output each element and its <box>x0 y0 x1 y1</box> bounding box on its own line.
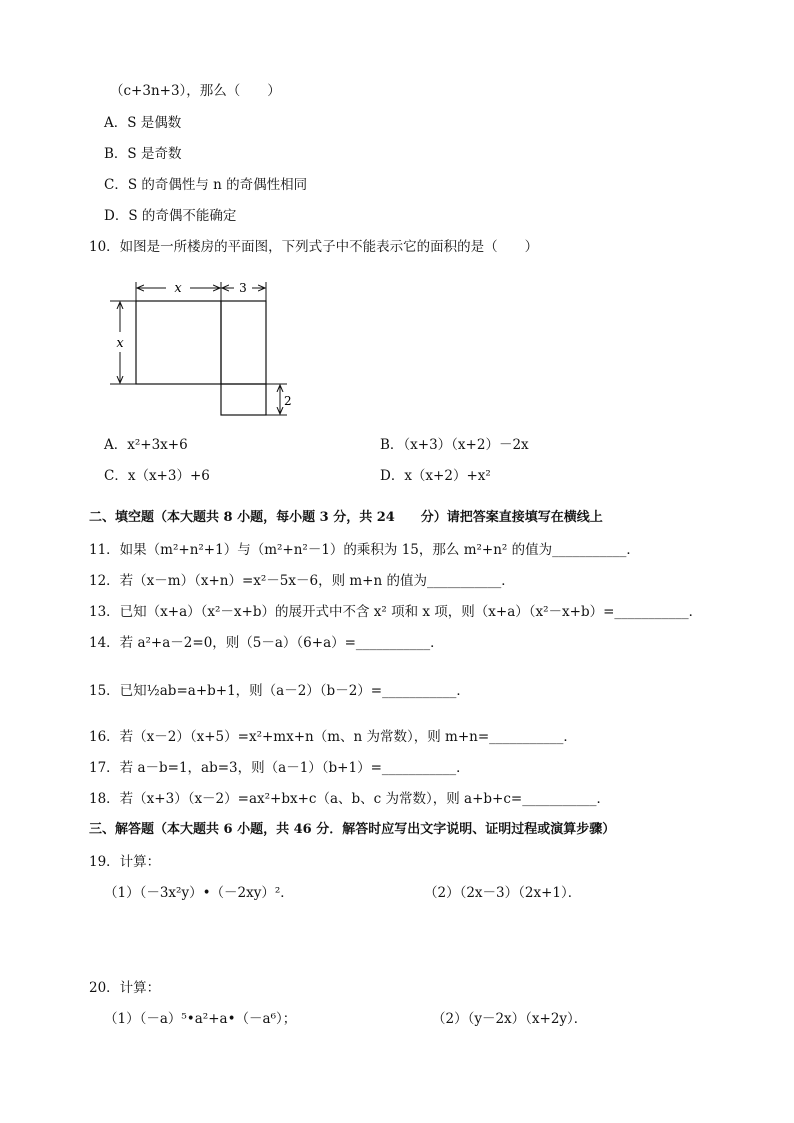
question-20-part2: （2）（y－2x）（x+2y）． <box>432 1011 588 1027</box>
plan-label-right-2: 2 <box>284 394 292 408</box>
q9-option-a: A．S 是偶数 <box>104 115 182 131</box>
question-16: 16．若（x－2）（x+5）=x²+mx+n（m、n 为常数），则 m+n=___________． <box>89 729 577 745</box>
q10-option-b: B．（x+3）（x+2）－2x <box>380 437 529 453</box>
question-19-stem: 19．计算： <box>89 854 161 870</box>
question-17: 17．若 a－b=1，ab=3，则（a－1）（b+1）=___________． <box>89 760 470 776</box>
plan-label-top-3: 3 <box>239 281 247 295</box>
q9-option-d: D．S 的奇偶不能确定 <box>104 208 237 224</box>
q10-option-d: D．x（x+2）+x² <box>380 468 491 484</box>
section3-title: 三、解答题（本大题共 6 小题，共 46 分．解答时应写出文字说明、证明过程或演算步骤） <box>89 822 616 837</box>
plan-label-top-x: x <box>174 281 182 296</box>
q9-option-c: C．S 的奇偶性与 n 的奇偶性相同 <box>104 177 308 193</box>
question-20-part1: （1）（－a）⁵•a²+a•（－a⁶）； <box>104 1011 297 1027</box>
question-20-stem: 20．计算： <box>89 980 161 996</box>
question-11: 11．如果（m²+n²+1）与（m²+n²－1）的乘积为 15，那么 m²+n² 的值为___________． <box>89 542 640 558</box>
question-18: 18．若（x+3）（x－2）=ax²+bx+c（a、b、c 为常数），则 a+b+c=___________． <box>89 791 610 807</box>
plan-room-right <box>221 301 266 384</box>
section2-title: 二、填空题（本大题共 8 小题，每小题 3 分，共 24 分）请把答案直接填写在横线上 <box>89 510 603 525</box>
q9-tail: （c+3n+3），那么（ ） <box>110 83 281 99</box>
plan-label-left-x: x <box>116 336 124 351</box>
q10-option-c: C．x（x+3）+6 <box>104 468 210 484</box>
question-13: 13．已知（x+a）（x²－x+b）的展开式中不含 x² 项和 x 项，则（x+a）（x²－x+b）=___________． <box>89 604 703 620</box>
question-19-part2: （2）（2x－3）（2x+1）． <box>424 885 582 901</box>
q9-option-b: B．S 是奇数 <box>104 146 182 162</box>
question-12: 12．若（x－m）（x+n）=x²－5x－6，则 m+n 的值为___________． <box>89 573 515 589</box>
question-19-part1: （1）（－3x²y）•（－2xy）²． <box>104 885 294 901</box>
question-14: 14．若 a²+a－2=0，则（5－a）（6+a）=___________． <box>89 635 444 651</box>
floor-plan-figure <box>100 272 300 422</box>
question-15: 15．已知½ab=a+b+1，则（a－2）（b－2）=___________． <box>89 683 470 699</box>
q10-stem: 10．如图是一所楼房的平面图，下列式子中不能表示它的面积的是（ ） <box>89 239 539 255</box>
plan-room-left <box>136 301 221 384</box>
plan-room-bottom <box>221 384 266 415</box>
q10-option-a: A．x²+3x+6 <box>104 437 188 453</box>
